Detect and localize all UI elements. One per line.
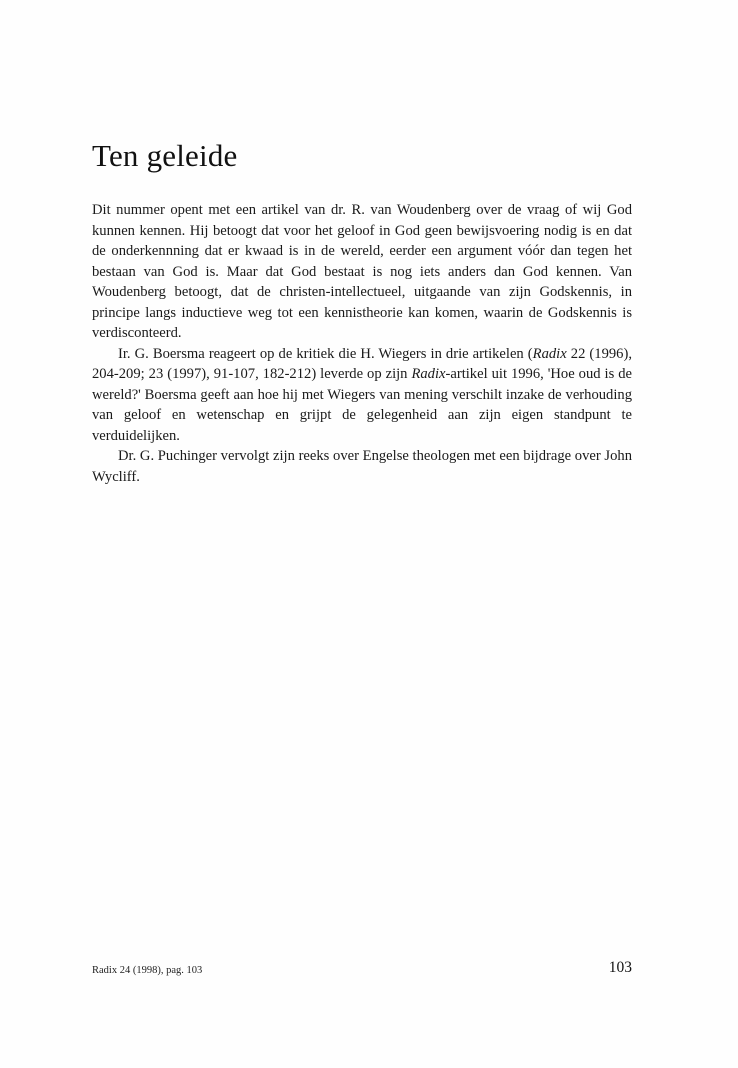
paragraph-text: -artikel uit 1996, 'Hoe oud is de wereld?' Boersma geeft aan hoe hij met Wiegers van mening verschilt inzake de verhouding van geloof en wetenschap en grijpt de gelegenheid aan zijn eigen standpunt te verduidelijken. <box>92 366 632 444</box>
page-title: Ten geleide <box>92 138 238 173</box>
article-body <box>92 200 632 487</box>
page-number: 103 <box>608 959 632 976</box>
paragraph <box>92 446 632 487</box>
italic-text: Radix <box>532 345 567 362</box>
paragraph-text: Dit nummer opent met een artikel van dr. R. van Woudenberg over de vraag of wij God kunnen kennen. Hij betoogt dat voor het geloof in God geen bewijsvoering nodig is en dat de onderkennning dat er kwaad is in de wereld, eerder een argument vóór dan tegen het bestaan van God is. Maar dat God bestaat is nog iets anders dan God kennen. Van Woudenberg betoogt, dat de christen-intellectueel, uitgaande van zijn Godskennis, in principe langs inductieve weg tot een kennistheorie kan komen, waarin de Godskennis is verdisconteerd. <box>92 202 632 341</box>
footer-citation: Radix 24 (1998), pag. 103 <box>92 965 203 976</box>
paragraph-text: Dr. G. Puchinger vervolgt zijn reeks over Engelse theologen met een bijdrage over John Wycliff. <box>92 448 632 485</box>
paragraph <box>92 200 632 344</box>
paragraph <box>92 344 632 447</box>
paragraph-text: 22 (1996), 204-209; 23 (1997), 91-107, 182-212) leverde op zijn <box>92 345 632 382</box>
italic-text: Radix <box>411 366 446 382</box>
paragraph-text: Ir. G. Boersma reageert op de kritiek die H. Wiegers in drie artikelen ( <box>118 345 533 362</box>
